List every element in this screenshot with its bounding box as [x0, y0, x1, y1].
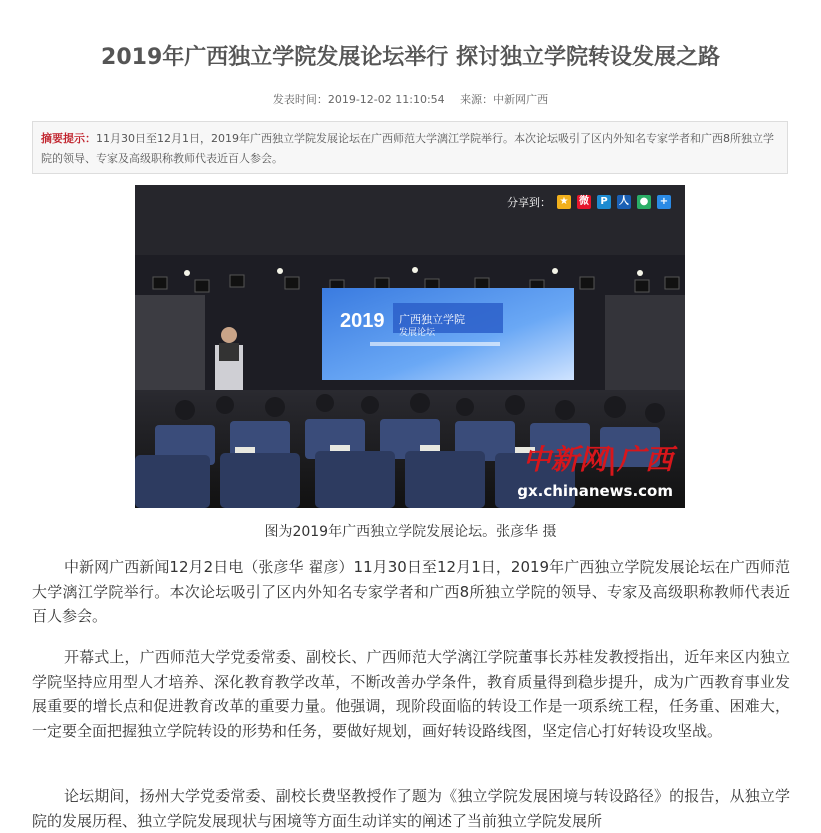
paragraph-3: 论坛期间，扬州大学党委常委、副校长费坚教授作了题为《独立学院发展困境与转设路径》的报告，从独立学院的发展历程、独立学院发展现状与困境等方面生动详实的阐述了当前独立学院发展所 — [32, 787, 790, 830]
svg-text:2019: 2019 — [340, 310, 385, 332]
tencent-weibo-icon[interactable]: P — [597, 195, 611, 209]
summary-text: 11月30日至12月1日，2019年广西独立学院发展论坛在广西师范大学漓江学院举行。本次论坛吸引了区内外知名专家学者和广西8所独立学院的领导、专家及高级职称教师代表近百人参会。 — [41, 132, 774, 165]
page-title: 2019年广西独立学院发展论坛举行 探讨独立学院转设发展之路 — [101, 45, 720, 70]
summary-box — [32, 121, 788, 174]
wechat-icon[interactable]: ● — [637, 195, 651, 209]
summary-label: 摘要提示： — [41, 132, 96, 145]
share-bar — [507, 194, 671, 210]
photo-caption: 图为2019年广西独立学院发展论坛。张彦华 摄 — [264, 524, 557, 540]
article-source: 来源：中新网广西 — [460, 93, 549, 106]
weibo-icon[interactable]: 微 — [579, 196, 589, 207]
paragraph-2: 开幕式上，广西师范大学党委常委、副校长、广西师范大学漓江学院董事长苏桂发教授指出，近年来区内独立学院坚持应用型人才培养、深化教育教学改革，不断改善办学条件，教育质量得到稳步提升，成为广西教育事业发展重要的增长点和促进教育改革的重要力量。他强调，现阶段面临的转设工作是一项系统工程，任务重、困难大，一定要全面把握独立学院转设的形势和任务，要做好规划，画好转设路线图，坚定信心打好转设攻坚战。 — [32, 648, 790, 740]
renren-icon[interactable]: 人 — [619, 196, 629, 207]
watermark-brand: 中新网|广西 — [522, 443, 673, 476]
article-photo — [135, 185, 685, 508]
svg-text:发展论坛: 发展论坛 — [399, 328, 436, 338]
publish-time: 发表时间：2019-12-02 11:10:54 — [272, 93, 445, 106]
paragraph-1: 中新网广西新闻12月2日电（张彦华 翟彦）11月30日至12月1日，2019年广西独立学院发展论坛在广西师范大学漓江学院举行。本次论坛吸引了区内外知名专家学者和广西8所独立学院的领导、专家及高级职称教师代表近百人参会。 — [32, 558, 790, 625]
qzone-icon[interactable]: ★ — [557, 195, 571, 209]
watermark-url: gx.chinanews.com — [517, 482, 673, 500]
article-meta — [0, 91, 821, 107]
more-share-icon[interactable]: + — [657, 195, 671, 209]
svg-text:广西独立学院: 广西独立学院 — [399, 313, 465, 326]
share-label: 分享到： — [507, 196, 551, 209]
